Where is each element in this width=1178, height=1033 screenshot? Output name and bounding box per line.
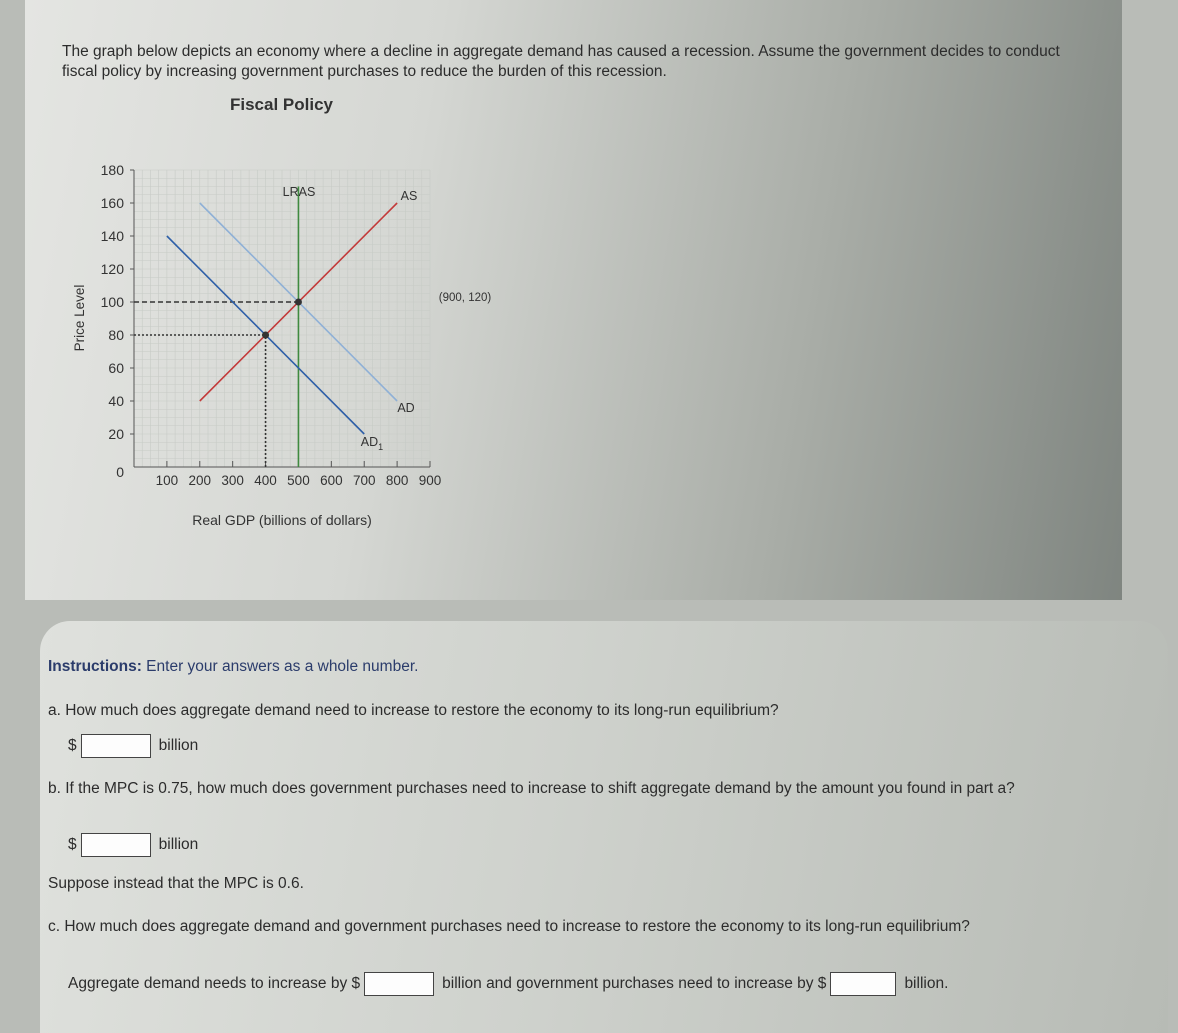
series-label-ad1: $AD_1$ [360, 435, 384, 452]
problem-prompt: The graph below depicts an economy where a decline in aggregate demand has caused a recession. Assume the government decides to conduct fiscal policy by increasing government purchases to reduce the burden of this recession. [62, 43, 1060, 80]
x-tick-label: 200 [188, 473, 212, 488]
y-tick-label: 60 [108, 360, 124, 376]
point-long-run-equilibrium [295, 299, 302, 306]
question-c-gp-input[interactable] [830, 972, 896, 996]
y-tick-label: 160 [100, 195, 124, 211]
y-tick-label: 40 [108, 393, 124, 409]
coordinate-annotation: (900, 120) [438, 292, 492, 304]
x-axis-title: Real GDP (billions of dollars) [192, 512, 372, 528]
question-a-unit: billion [158, 737, 199, 754]
question-a-dollar: $ [68, 737, 77, 754]
x-tick-label: 800 [385, 473, 409, 488]
question-c-ad-input[interactable] [364, 972, 434, 996]
y-axis-title: Price Level [72, 284, 87, 352]
chart-title: Fiscal Policy [230, 95, 333, 114]
question-b-answer-row [68, 833, 198, 857]
instructions-text: Enter your answers as a whole number. [141, 658, 419, 675]
y-tick-label: 20 [108, 426, 124, 442]
x-tick-label: 600 [320, 473, 343, 488]
instructions [48, 657, 418, 677]
suppose-text: Suppose instead that the MPC is 0.6. [48, 875, 304, 892]
y-tick-label: 180 [100, 162, 124, 178]
question-a-text: a. How much does aggregate demand need to increase to restore the economy to its long-run equilibrium? [48, 702, 779, 719]
origin-label: 0 [116, 464, 124, 480]
series-label-ad: AD [397, 401, 415, 415]
question-c-unit: billion. [904, 975, 949, 992]
question-c-text: c. How much does aggregate demand and government purchases need to increase to restore the economy to its long-run equilibrium? [48, 918, 970, 935]
x-tick-label: 400 [254, 473, 277, 488]
question-b-input[interactable] [81, 833, 151, 857]
instructions-label: Instructions: [48, 658, 142, 675]
question-a-answer-row [68, 734, 198, 758]
x-tick-label: 700 [352, 473, 376, 488]
question-b-unit: billion [158, 836, 199, 853]
question-c-answer-row [68, 972, 948, 996]
x-tick-label: 300 [221, 473, 244, 488]
y-tick-label: 120 [100, 261, 124, 277]
series-label-as: AS [400, 189, 418, 203]
series-label-lras: LRAS [282, 185, 316, 199]
y-tick-label: 100 [100, 294, 124, 310]
question-c-ad-label: Aggregate demand needs to increase by $ [68, 975, 361, 992]
question-b-dollar: $ [68, 836, 77, 853]
question-a-input[interactable] [81, 734, 151, 758]
point-recession-equilibrium [262, 332, 269, 339]
x-tick-label: 500 [287, 473, 310, 488]
y-tick-label: 80 [108, 327, 124, 343]
x-tick-label: 900 [418, 473, 442, 488]
x-tick-label: 100 [155, 473, 179, 488]
y-tick-label: 140 [100, 228, 124, 244]
question-c-gp-label: billion and government purchases need to increase by $ [442, 975, 827, 992]
question-b-text: b. If the MPC is 0.75, how much does government purchases need to increase to shift aggregate demand by the amount you found in part a? [48, 780, 1015, 797]
